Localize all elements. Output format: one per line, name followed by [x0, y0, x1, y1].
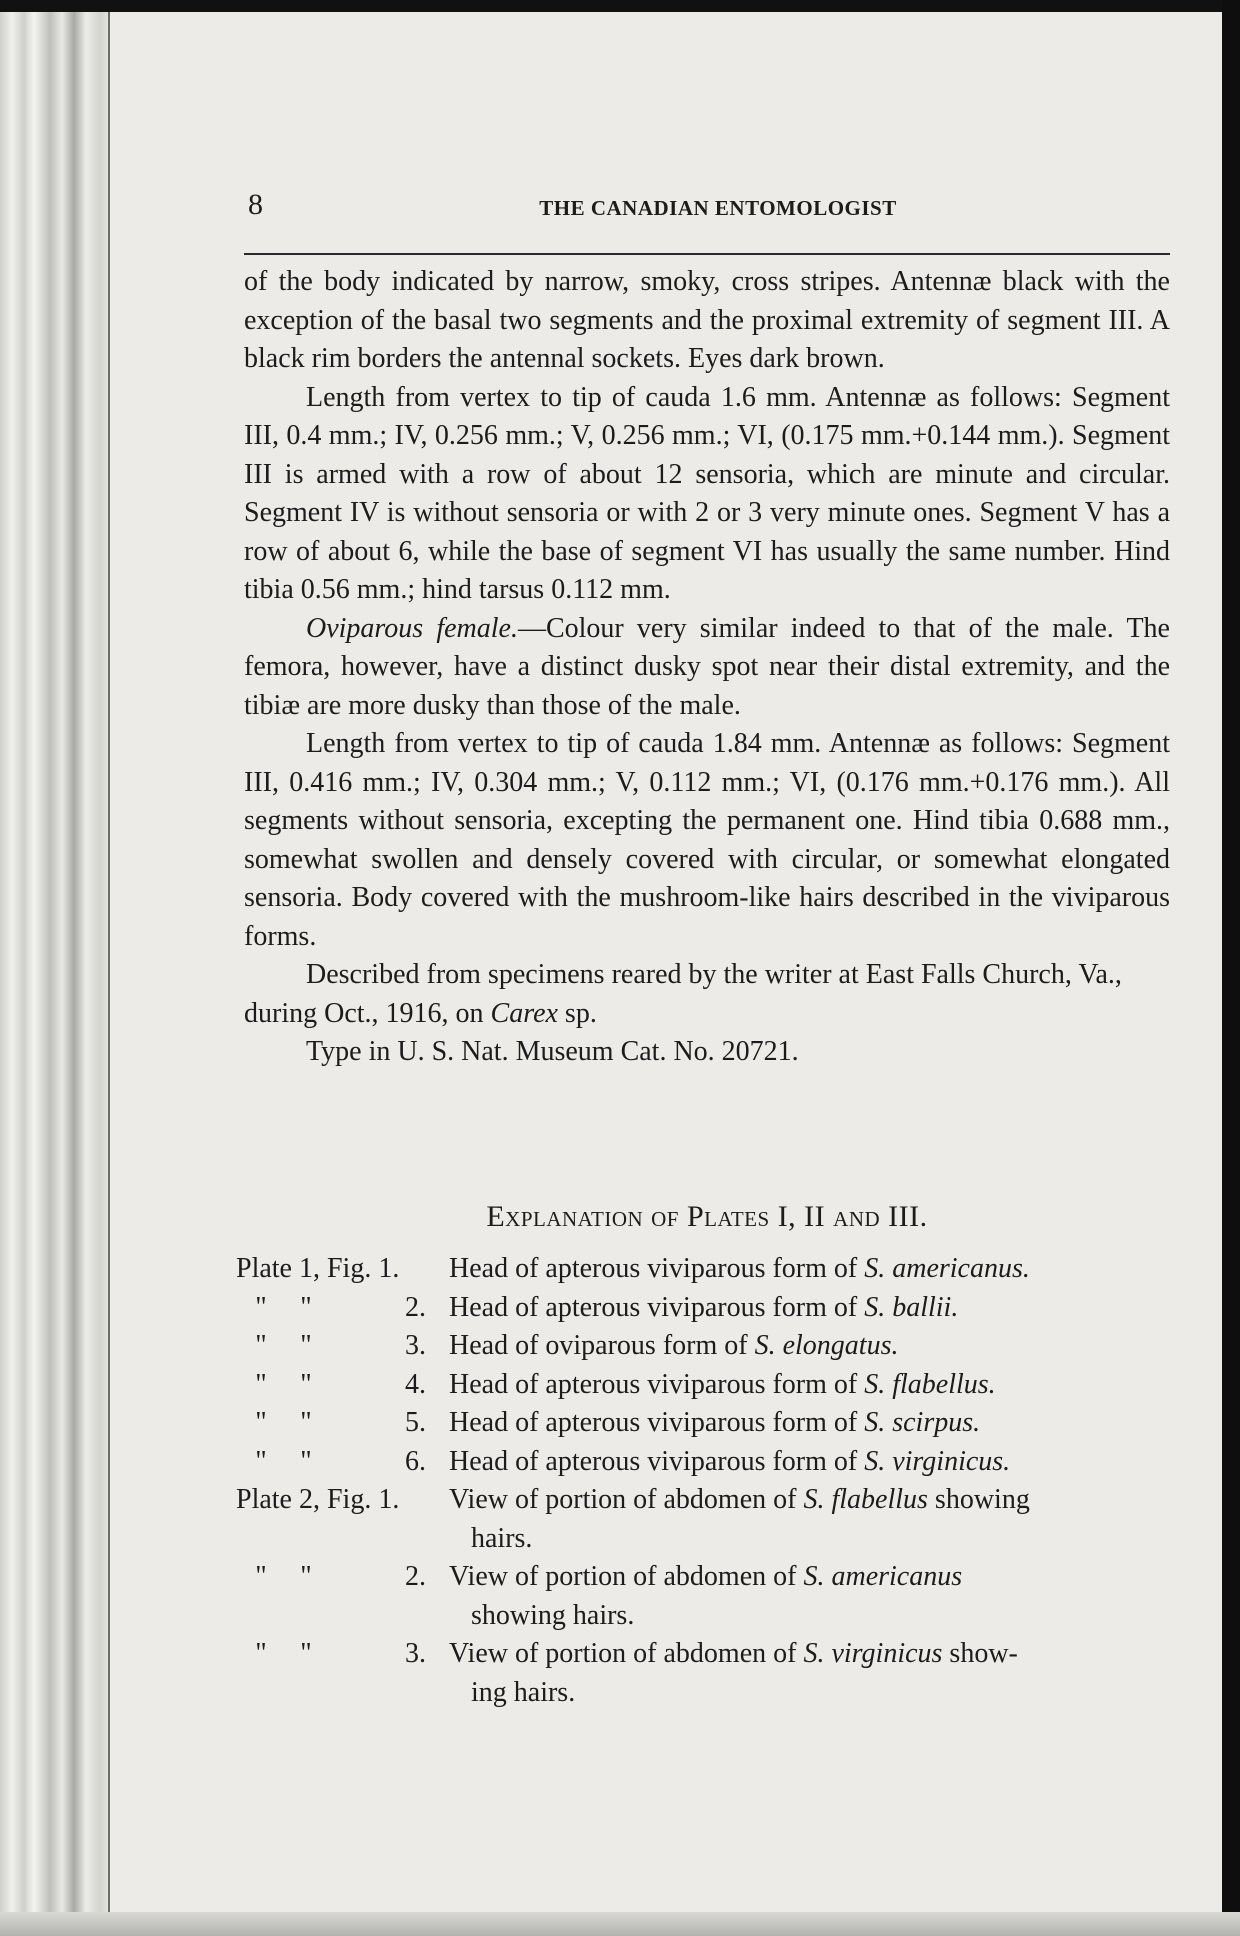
plate-description — [429, 1443, 1170, 1482]
plate-reference — [236, 1481, 429, 1558]
species-name: S. ballii. — [864, 1291, 959, 1323]
description-text: showing — [927, 1484, 1030, 1515]
italic-text: Oviparous female. — [306, 612, 518, 644]
plate-reference — [236, 1327, 429, 1366]
description-text: Head of oviparous form of — [449, 1330, 755, 1361]
species-name: S. americanus — [803, 1561, 963, 1592]
description-continuation: showing hairs. — [471, 1599, 635, 1631]
plate-description — [429, 1289, 1170, 1328]
description-continuation: ing hairs. — [471, 1676, 576, 1708]
plate-figure-label: Plate 1, Fig. 1. — [236, 1253, 400, 1284]
plates-heading — [244, 1200, 1170, 1234]
plate-description — [429, 1327, 1170, 1366]
plate-description — [429, 1481, 1170, 1558]
figure-number: 4. — [405, 1368, 426, 1400]
scan-bottom-edge — [0, 1912, 1240, 1936]
ditto-mark: " — [255, 1330, 267, 1361]
description-continuation: hairs. — [471, 1522, 533, 1554]
plates-heading-and: and — [833, 1200, 881, 1233]
ditto-mark: " — [255, 1445, 267, 1477]
paragraph-text: Type in U. S. Nat. Museum Cat. No. 20721. — [306, 1036, 799, 1067]
ditto-mark: " — [300, 1368, 312, 1400]
figure-number: 5. — [405, 1407, 426, 1438]
figure-number: 6. — [405, 1445, 426, 1477]
plate-reference — [236, 1250, 429, 1289]
plate-description — [429, 1635, 1170, 1712]
species-name: S. americanus. — [864, 1253, 1030, 1284]
species-name: S. flabellus — [803, 1484, 928, 1515]
plate-entry — [236, 1366, 1170, 1405]
plates-heading-numerals: I, II — [769, 1200, 834, 1233]
page-header — [248, 188, 1168, 228]
plates-list — [236, 1250, 1170, 1712]
plate-description — [429, 1558, 1170, 1635]
description-text: show- — [942, 1638, 1018, 1669]
ditto-mark: " — [300, 1407, 312, 1438]
paragraph — [244, 1033, 1170, 1072]
paragraph — [244, 263, 1170, 379]
scan-right-edge — [1222, 0, 1240, 1936]
ditto-mark: " — [255, 1561, 267, 1592]
paragraph — [244, 956, 1170, 1033]
book-spine — [0, 0, 110, 1936]
paragraph-text: Described from specimens reared by the writer at East Falls Church, Va., during Oct., 1916, on — [244, 959, 1122, 1029]
description-text: Head of apterous viviparous form of — [449, 1291, 865, 1323]
paragraph-text: Length from vertex to tip of cauda 1.6 mm. Antennæ as follows: Segment III, 0.4 mm.; IV, 0.256 mm.; V, 0.256 mm.; VI, (0.175 mm.+0.144 mm.). Segment III is armed with a row of about 12 sensoria, which are minute and circular. Segment IV is without sensoria or with 2 or 3 very minute ones. Segment V has a row of about 6, while the base of segment VI has usually the same number. Hind tibia 0.56 mm.; hind tarsus 0.112 mm. — [244, 381, 1170, 605]
plate-reference — [236, 1404, 429, 1443]
plate-reference — [236, 1366, 429, 1405]
ditto-mark: " — [255, 1638, 267, 1669]
description-text: View of portion of abdomen of — [449, 1484, 804, 1515]
species-name: S. elongatus. — [754, 1330, 899, 1361]
plate-entry — [236, 1443, 1170, 1482]
plate-reference — [236, 1289, 429, 1328]
ditto-mark: " — [255, 1291, 267, 1323]
description-text: View of portion of abdomen of — [449, 1561, 804, 1592]
ditto-mark: " — [300, 1561, 312, 1592]
plate-entry — [236, 1635, 1170, 1712]
ditto-mark: " — [300, 1330, 312, 1361]
species-name: S. scirpus. — [864, 1407, 981, 1438]
description-text: Head of apterous viviparous form of — [449, 1368, 865, 1400]
paragraph-text: sp. — [557, 997, 597, 1029]
paragraph-text: —Colour very similar indeed to that of the male. The femora, however, have a distinct dusky spot near their distal extremity, and the tibiæ are more dusky than those of the male. — [244, 612, 1170, 721]
paragraph-text: Length from vertex to tip of cauda 1.84 mm. Antennæ as follows: Segment III, 0.416 mm.; IV, 0.304 mm.; V, 0.112 mm.; VI, (0.176 mm.+0.176 mm.). All segments without sensoria, excepting the permanent one. Hind tibia 0.688 mm., somewhat swollen and densely covered with circular, or somewhat elongated sensoria. Body covered with the mushroom-like hairs described in the viviparous forms. — [244, 728, 1170, 952]
species-name: S. virginicus — [803, 1638, 943, 1669]
paragraph — [244, 379, 1170, 610]
scan-top-edge — [0, 0, 1240, 12]
paragraph-text: of the body indicated by narrow, smoky, cross stripes. Antennæ black with the exception of the basal two segments and the proximal extremity of segment III. A black rim borders the antennal sockets. Eyes dark brown. — [244, 266, 1170, 374]
italic-text: Carex — [490, 997, 558, 1029]
plate-entry — [236, 1404, 1170, 1443]
running-title: THE CANADIAN ENTOMOLOGIST — [539, 196, 897, 220]
plate-entry — [236, 1289, 1170, 1328]
body-text — [244, 263, 1170, 1072]
ditto-mark: " — [300, 1291, 312, 1323]
plate-entry — [236, 1558, 1170, 1635]
ditto-mark: " — [300, 1638, 312, 1669]
plate-figure-label: Plate 2, Fig. 1. — [236, 1484, 400, 1515]
figure-number: 2. — [405, 1561, 426, 1592]
ditto-mark: " — [300, 1445, 312, 1477]
plates-heading-smallcaps: Explanation of Plates — [486, 1200, 770, 1233]
plate-entry — [236, 1327, 1170, 1366]
description-text: Head of apterous viviparous form of — [449, 1253, 865, 1284]
plate-description — [429, 1250, 1170, 1289]
plate-description — [429, 1366, 1170, 1405]
header-rule — [244, 253, 1170, 255]
plate-entry — [236, 1481, 1170, 1558]
ditto-mark: " — [255, 1407, 267, 1438]
figure-number: 2. — [405, 1291, 426, 1323]
species-name: S. virginicus. — [864, 1445, 1011, 1477]
paragraph — [244, 725, 1170, 956]
figure-number: 3. — [405, 1638, 426, 1669]
plate-reference — [236, 1443, 429, 1482]
description-text: Head of apterous viviparous form of — [449, 1445, 865, 1477]
description-text: Head of apterous viviparous form of — [449, 1407, 865, 1438]
figure-number: 3. — [405, 1330, 426, 1361]
plate-reference — [236, 1558, 429, 1635]
species-name: S. flabellus. — [864, 1368, 996, 1400]
plate-entry — [236, 1250, 1170, 1289]
plate-description — [429, 1404, 1170, 1443]
plates-heading-final: III. — [880, 1200, 928, 1233]
ditto-mark: " — [255, 1368, 267, 1400]
page-number: 8 — [248, 188, 263, 221]
paragraph — [244, 610, 1170, 726]
plate-reference — [236, 1635, 429, 1712]
description-text: View of portion of abdomen of — [449, 1638, 804, 1669]
